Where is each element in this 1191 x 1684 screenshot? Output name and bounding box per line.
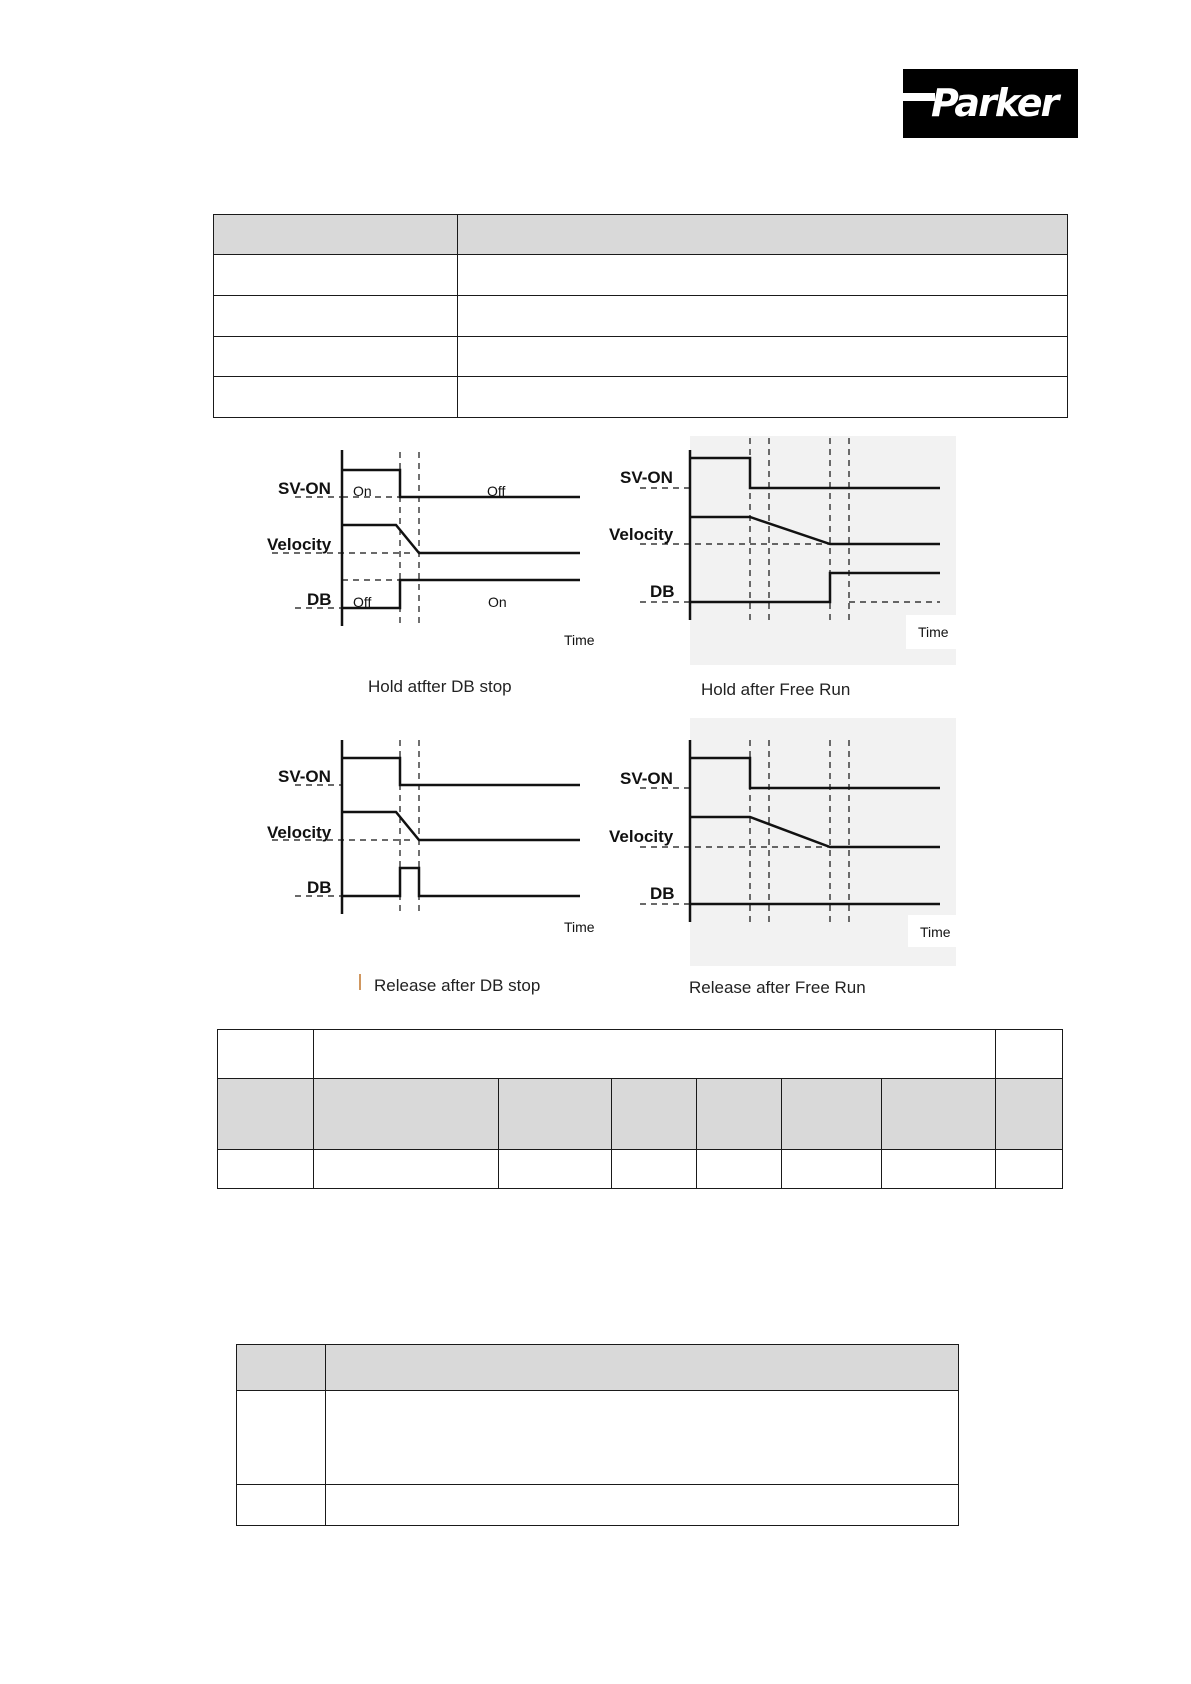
- logo-text: Parker: [931, 81, 1058, 125]
- table-row: [237, 1485, 959, 1526]
- sv-on-on-state: On: [353, 483, 372, 499]
- sv-on-label: SV-ON: [620, 468, 673, 487]
- time-label: Time: [564, 919, 595, 935]
- caption-release-free: Release after Free Run: [689, 978, 866, 997]
- table-row: [218, 1150, 1063, 1189]
- table-row: [237, 1391, 959, 1485]
- caption-hold-free: Hold after Free Run: [701, 680, 851, 699]
- caption-release-db: Release after DB stop: [374, 976, 541, 995]
- setting-table: [217, 1029, 1063, 1189]
- db-label: DB: [307, 590, 332, 609]
- time-label: Time: [920, 924, 951, 940]
- table-row: [218, 1030, 1063, 1079]
- velocity-label: Velocity: [267, 823, 332, 842]
- sv-on-off-state: Off: [487, 483, 506, 499]
- db-label: DB: [650, 582, 675, 601]
- db-off-state: Off: [353, 594, 372, 610]
- sv-on-label: SV-ON: [620, 769, 673, 788]
- sv-on-label: SV-ON: [278, 767, 331, 786]
- velocity-label: Velocity: [267, 535, 332, 554]
- velocity-label: Velocity: [609, 827, 674, 846]
- table-header-row: [218, 1079, 1063, 1150]
- db-label: DB: [650, 884, 675, 903]
- table-header-row: [237, 1345, 959, 1391]
- diagram-hold-free: [640, 438, 940, 620]
- time-label: Time: [918, 624, 949, 640]
- caption-hold-db: Hold atfter DB stop: [368, 677, 512, 696]
- db-label: DB: [307, 878, 332, 897]
- diagram-release-free: [640, 740, 940, 922]
- velocity-label: Velocity: [609, 525, 674, 544]
- time-label: Time: [564, 632, 595, 648]
- db-on-state: On: [488, 594, 507, 610]
- sv-on-label: SV-ON: [278, 479, 331, 498]
- value-table: [236, 1344, 959, 1526]
